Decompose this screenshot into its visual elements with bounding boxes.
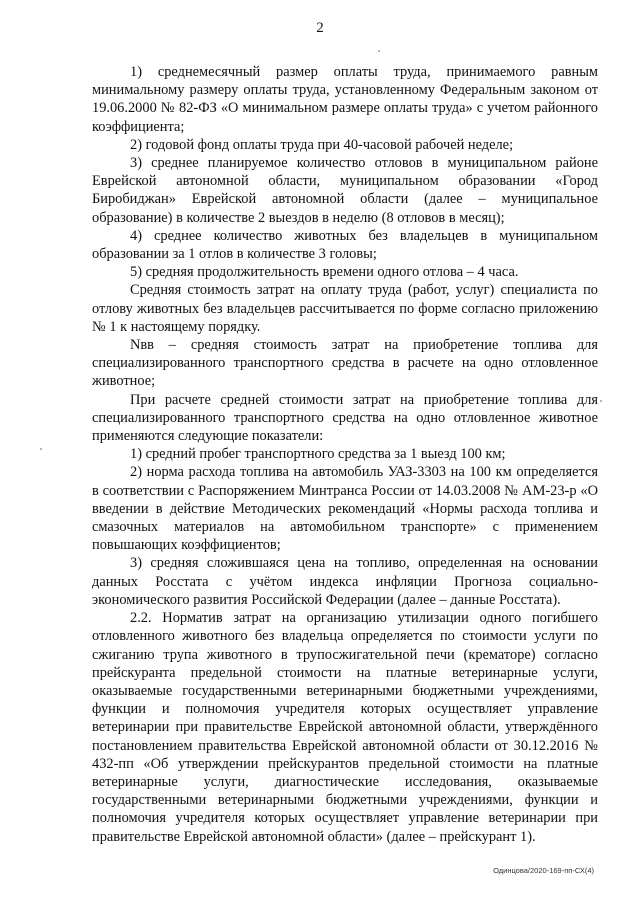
page-number: 2 — [316, 20, 324, 36]
paragraph-salary-item-5: 5) средняя продолжительность времени одного отлова – 4 часа. — [130, 264, 519, 281]
paragraph-salary-item-3: 3) среднее планируемое количество отловов в муниципальном районе Еврейской автономной области, муниципальном образовании «Город Биробиджан» Еврейской автономной области (далее – муниципальное образование) в количестве 2 выездов в неделю (8 отловов в месяц); — [92, 155, 598, 226]
paragraph-salary-item-4: 4) среднее количество животных без владельцев в муниципальном образовании за 1 отлов в количестве 3 головы; — [92, 227, 598, 263]
scan-speck — [40, 448, 42, 450]
paragraph-fuel-definition: Nвв – средняя стоимость затрат на приобретение топлива для специализированного транспортного средства в расчете на одно отловленное животное; — [92, 337, 598, 390]
paragraph-labor-cost: Средняя стоимость затрат на оплату труда (работ, услуг) специалиста по отлову животных без владельцев рассчитывается по форме согласно приложению № 1 к настоящему порядку. — [92, 282, 598, 335]
scan-speck — [600, 400, 602, 402]
paragraph-fuel-item-2: 2) норма расхода топлива на автомобиль УАЗ-3303 на 100 км определяется в соответствии с Распоряжением Минтранса России от 14.03.2008 № АМ-23-р «О введении в действие Методических рекомендаций «Нормы расхода топлива и смазочных материалов на автомобильном транспорте» с применением повышающих коэффициентов; — [92, 464, 598, 554]
paragraph-fuel-item-3: 3) средняя сложившаяся цена на топливо, определенная на основании данных Росстата с учётом индекса инфляции Прогноза социально-экономического развития Российской Федерации (далее – данные Росстата). — [92, 555, 598, 608]
document-body — [92, 63, 598, 846]
paragraph-fuel-item-1: 1) средний пробег транспортного средства за 1 выезд 100 км; — [130, 446, 506, 463]
paragraph-section-2-2: 2.2. Норматив затрат на организацию утилизации одного погибшего отловленного животного без владельца определяется по стоимости услуги по сжиганию трупа животного в трупосжигательной печи (крематоре) согласно прейскуранта предельной стоимости на платные ветеринарные услуги, оказываемые государственными ветеринарными бюджетными учреждениями, функции и полномочия учредителя которых осуществляет управление ветеринарии при правительстве Еврейской автономной области, утверждённого постановлением правительства Еврейской автономной области от 30.12.2016 № 432-пп «Об утверждении прейскурантов предельной стоимости на платные ветеринарные услуги, диагностические исследования, оказываемые государственными ветеринарными бюджетными учреждениями, функции и полномочия учредителя которых осуществляет управление ветеринарии при правительстве Еврейской автономной области» (далее – прейскурант 1). — [92, 610, 598, 845]
paragraph-fuel-intro: При расчете средней стоимости затрат на приобретение топлива для специализированного транспортного средства на одно отловленное животное применяются следующие показатели: — [92, 391, 598, 445]
paragraph-salary-item-2: 2) годовой фонд оплаты труда при 40-часовой рабочей неделе; — [130, 136, 514, 153]
paragraph-salary-item-1: 1) среднемесячный размер оплаты труда, принимаемого равным минимальному размеру оплаты труда, установленному Федеральным законом от 19.06.2000 № 82-ФЗ «О минимальном размере оплаты труда» с учетом районного коэффициента; — [92, 64, 598, 135]
footer-document-code: Одинцова/2020-169-пп-СХ(4) — [493, 866, 594, 875]
scan-speck — [378, 50, 380, 52]
